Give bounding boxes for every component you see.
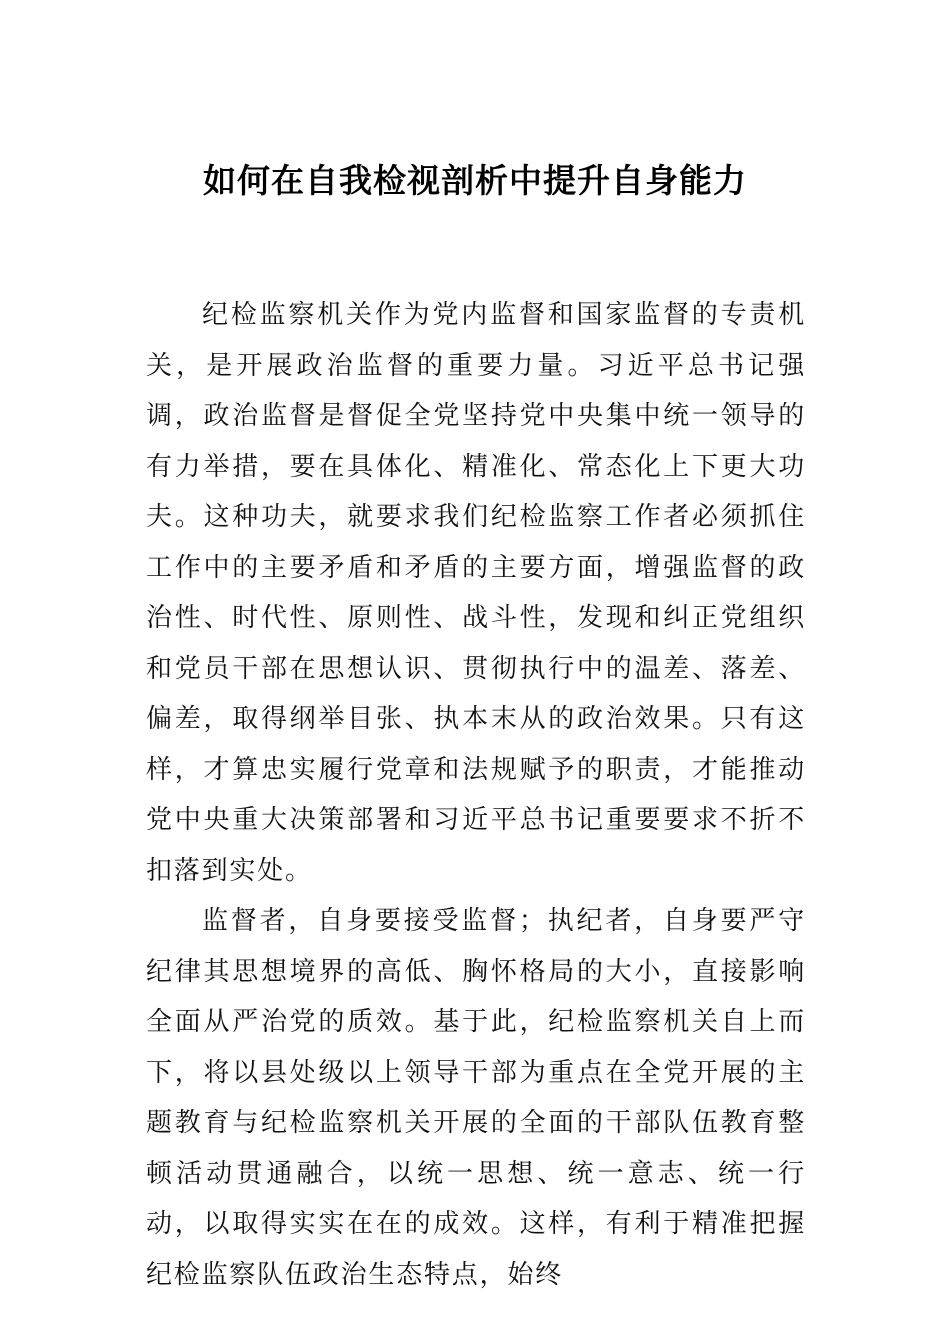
paragraph-2: 监督者，自身要接受监督；执纪者，自身要严守纪律其思想境界的高低、胸怀格局的大小，直接影响全面从严治党的质效。基于此，纪检监察机关自上而下，将以县处级以上领导干部为重点在全党开展的主题教育与纪检监察机关开展的全面的干部队伍教育整顿活动贯通融合，以统一思想、统一意志、统一行动，以取得实实在在的成效。这样，有利于精准把握纪检监察队伍政治生态特点，始终 xyxy=(146,906,806,1290)
document-body xyxy=(146,290,806,1300)
paragraph-1: 纪检监察机关作为党内监督和国家监督的专责机关，是开展政治监督的重要力量。习近平总书记强调，政治监督是督促全党坚持党中央集中统一领导的有力举措，要在具体化、精准化、常态化上下更大功夫。这种功夫，就要求我们纪检监察工作者必须抓住工作中的主要矛盾和矛盾的主要方面，增强监督的政治性、时代性、原则性、战斗性，发现和纠正党组织和党员干部在思想认识、贯彻执行中的温差、落差、偏差，取得纲举目张、执本末从的政治效果。只有这样，才算忠实履行党章和法规赋予的职责，才能推动党中央重大决策部署和习近平总书记重要要求不折不扣落到实处。 xyxy=(146,300,806,886)
document-title: 如何在自我检视剖析中提升自身能力 xyxy=(203,161,747,200)
